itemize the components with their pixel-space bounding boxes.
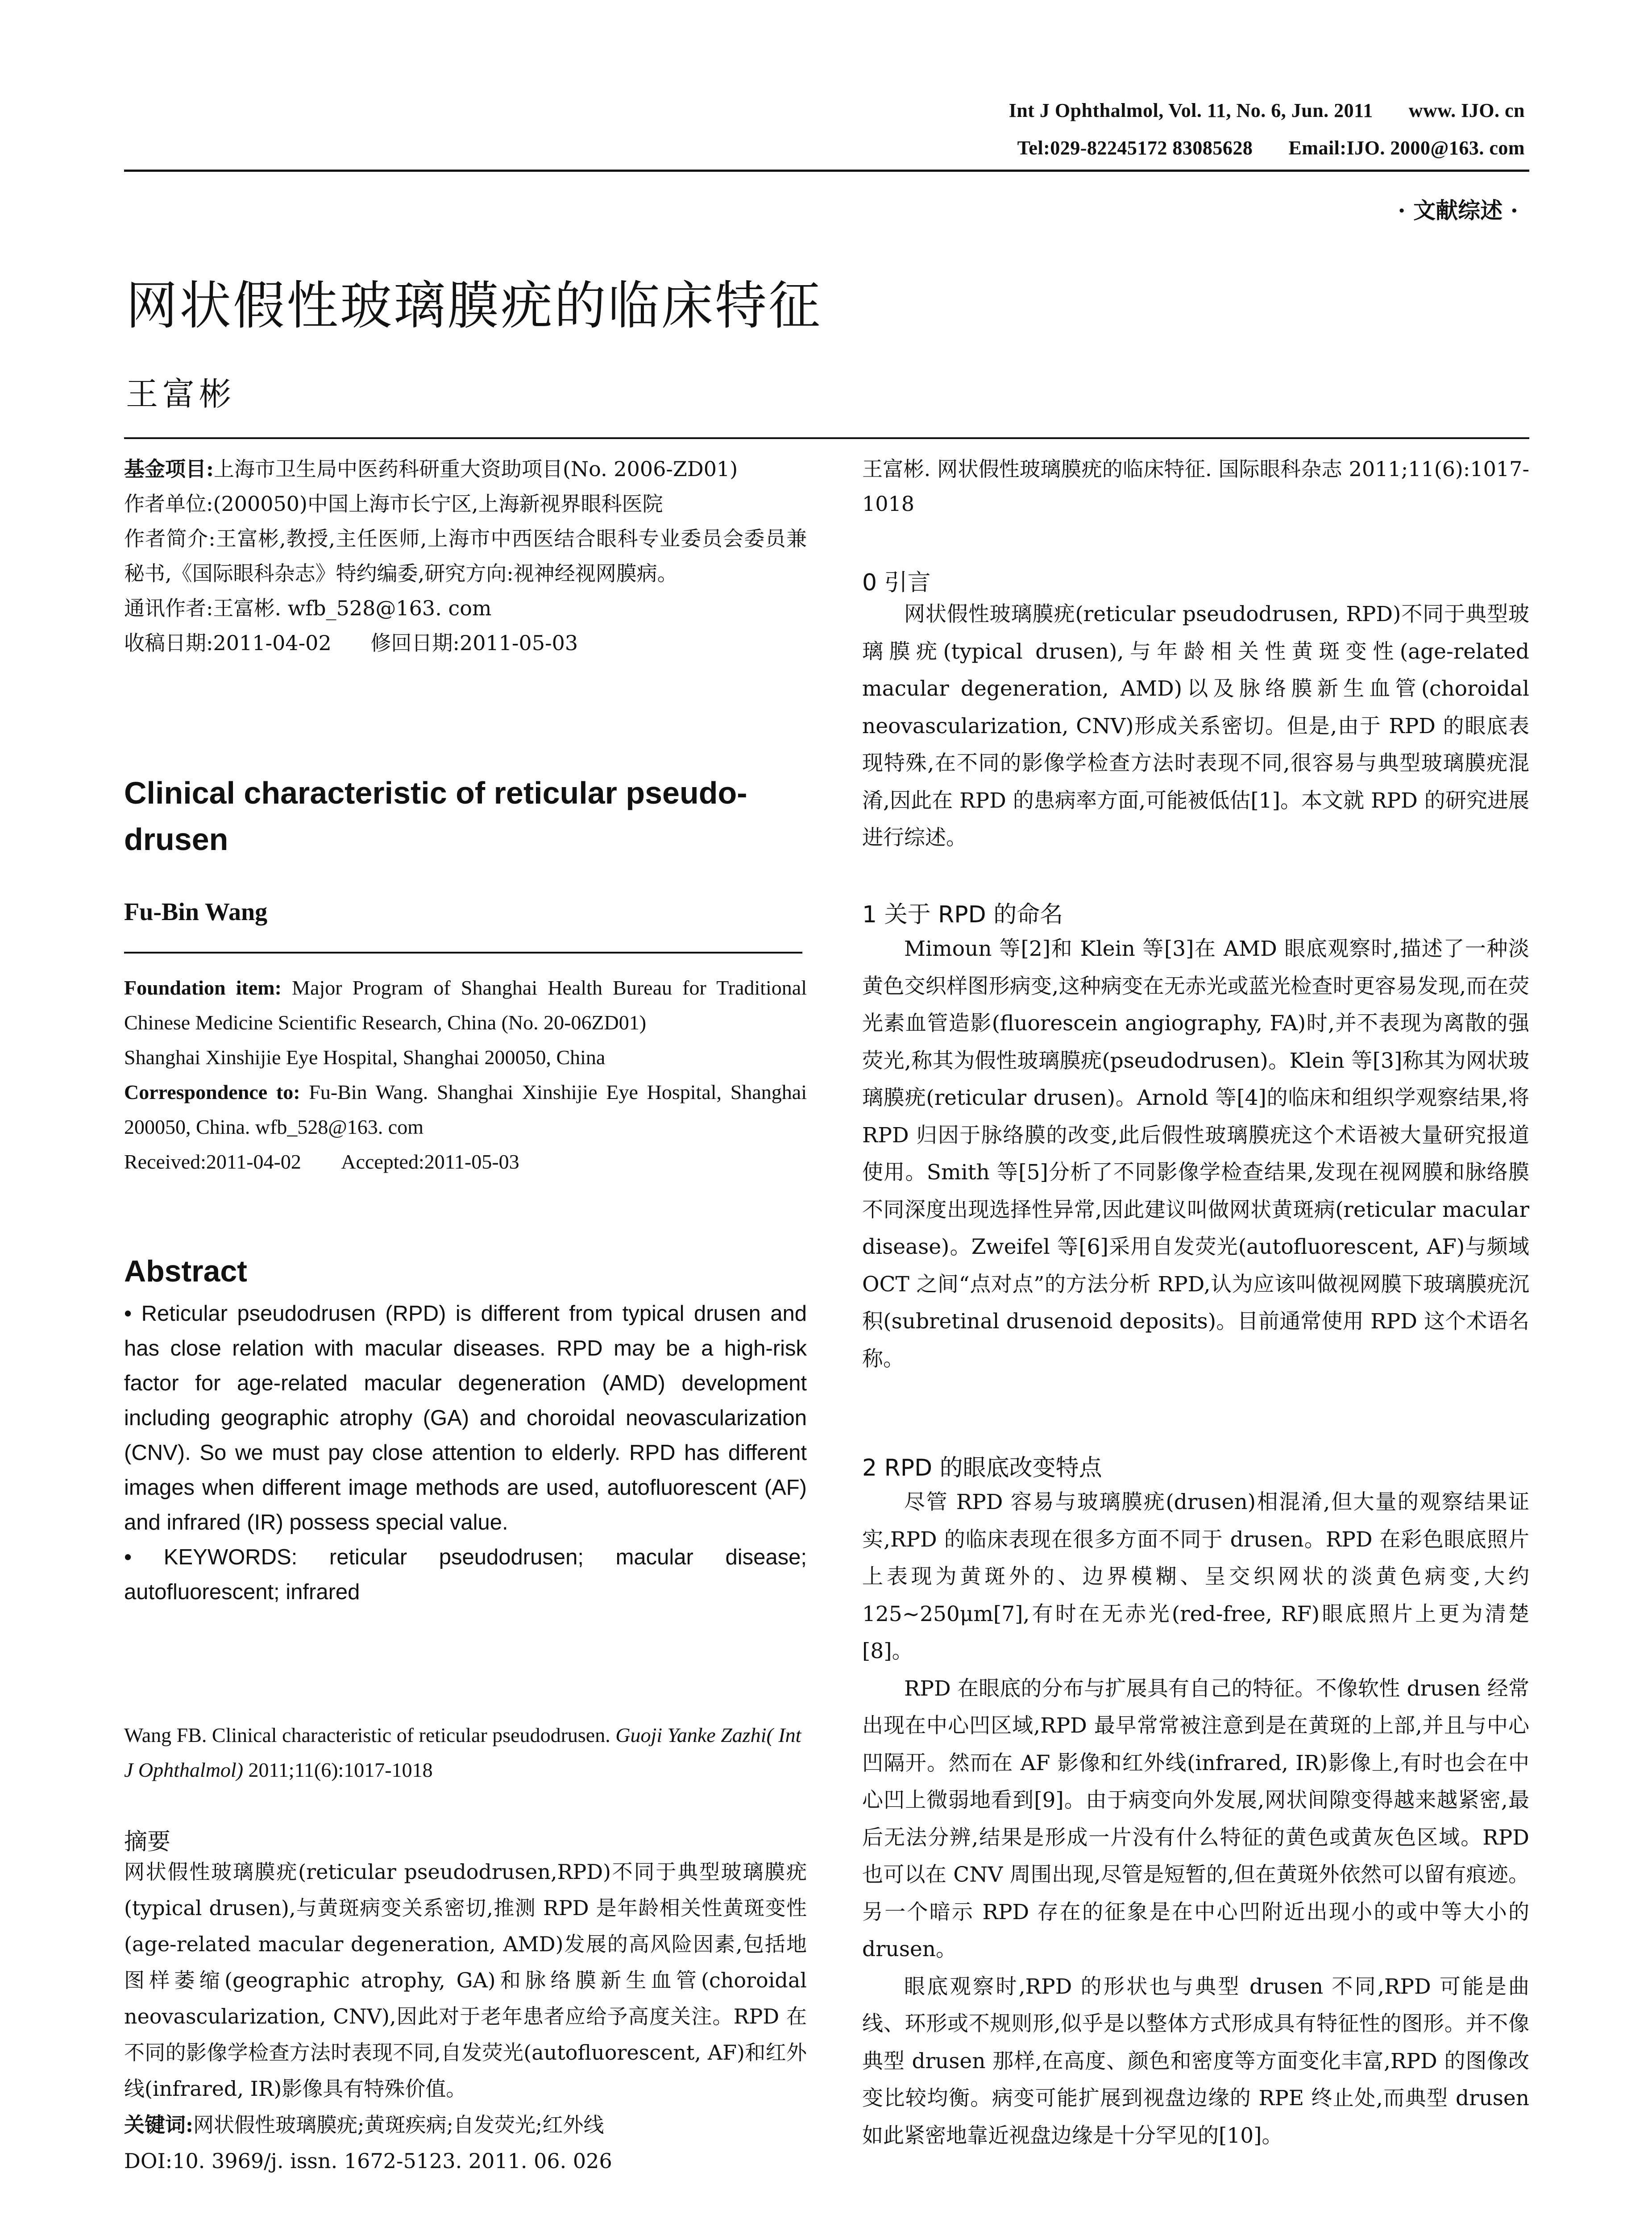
abstract-heading: Abstract [124,1254,247,1288]
info-correspondence: 通讯作者:王富彬. wfb_528@163. com [124,596,492,620]
zh-abstract-heading: 摘要 [124,1829,171,1855]
foundation-label: Foundation item: [124,976,282,999]
article-info-zh [124,452,807,660]
info-funding: 基金项目:上海市卫生局中医药科研重大资助项目(No. 2006-ZD01) [124,457,738,481]
zh-abstract [124,1854,807,2179]
author-name-en: Fu-Bin Wang [124,898,268,926]
foundation-block [124,970,807,1179]
journal-website[interactable]: www. IJO. cn [1408,100,1525,121]
citation-zh: 王富彬. 网状假性玻璃膜疣的临床特征. 国际眼科杂志 2011;11(6):1017-1018 [862,457,1529,516]
received-accepted: Received:2011-04-02 Accepted:2011-05-03 [124,1150,519,1173]
info-bio: 作者简介:王富彬,教授,主任医师,上海市中西医结合眼科专业委员会委员兼秘书,《国际眼科杂志》特约编委,研究方向:视神经视网膜病。 [124,527,807,585]
section-2-paragraph-1: 尽管 RPD 容易与玻璃膜疣(drusen)相混淆,但大量的观察结果证实,RPD 的临床表现在很多方面不同于 drusen。RPD 在彩色眼底照片上表现为黄斑外的、边界模糊、呈交织网状的淡黄色病变,大约 125~250μm[7],有时在无赤光(red-free, RF)眼底照片上更为清楚[8]。 [862,1490,1529,1663]
author-name-zh: 王富彬 [126,375,236,413]
foundation-item: Foundation item: Major Program of Shanghai Health Bureau for Traditional Chinese Medicine Scientific Research, China (No. 20-06ZD01) [124,976,807,1034]
abstract-body: • Reticular pseudodrusen (RPD) is different from typical drusen and has close relation with macular diseases. RPD may be a high-risk factor for age-related macular degeneration (AMD) development including geographic atrophy (GA) and choroidal neovascularization (CNV). So we must pay close attention to elderly. RPD has different images when different image methods are used, autofluorescent (AF) and infrared (IR) possess special value. [124,1302,807,1534]
zh-keywords: 关键词:网状假性玻璃膜疣;黄斑疾病;自发荧光;红外线 [124,2113,604,2137]
keywords-en: • KEYWORDS: reticular pseudodrusen; macular disease; autofluorescent; infrared [124,1545,807,1604]
section-2-paragraph-3: 眼底观察时,RPD 的形状也与典型 drusen 不同,RPD 可能是曲线、环形或不规则形,似乎是以整体方式形成具有特征性的图形。并不像典型 drusen 那样,在高度、颜色和密度等方面变化丰富,RPD 的图像改变比较均衡。病变可能扩展到视盘边缘的 RPE 终止处,而典型 drusen 如此紧密地靠近视盘边缘是十分罕见的[10]。 [862,1974,1529,2148]
header-rule [124,170,1529,172]
journal-volume-info: Int J Ophthalmol, Vol. 11, No. 6, Jun. 2011 [1009,100,1373,121]
citation-en-part2: 2011;11(6):1017-1018 [243,1758,433,1781]
citation-en-part1: Wang FB. Clinical characteristic of reticular pseudodrusen. [124,1724,616,1746]
abstract-en [124,1296,807,1609]
info-funding-label: 基金项目: [124,457,214,481]
section-0-paragraph-1: 网状假性玻璃膜疣(reticular pseudodrusen, RPD)不同于典型玻璃膜疣(typical drusen),与年龄相关性黄斑变性(age-related macular degeneration, AMD)以及脉络膜新生血管(choroidal neovascularization, CNV)形成关系密切。但是,由于 RPD 的眼底表现特殊,在不同的影像学检查方法时表现不同,很容易与典型玻璃膜疣混淆,因此在 RPD 的患病率方面,可能被低估[1]。本文就 RPD 的研究进展进行综述。 [862,602,1529,850]
zh-abstract-body: 网状假性玻璃膜疣(reticular pseudodrusen,RPD)不同于典型玻璃膜疣(typical drusen),与黄斑病变关系密切,推测 RPD 是年龄相关性黄斑变性(age-related macular degeneration, AMD)发展的高风险因素,包括地图样萎缩(geographic atrophy, GA)和脉络膜新生血管(choroidal neovascularization, CNV),因此对于老年患者应给予高度关注。RPD 在不同的影像学检查方法时表现不同,自发荧光(autofluorescent, AF)和红外线(infrared, IR)影像具有特殊价值。 [124,1860,807,2101]
section-0-body [862,596,1529,857]
article-title-zh: 网状假性玻璃膜疣的临床特征 [126,276,822,336]
journal-email[interactable]: Email:IJO. 2000@163. com [1288,137,1525,159]
section-1-heading: 1 关于 RPD 的命名 [862,901,1063,928]
section-2-heading: 2 RPD 的眼底改变特点 [862,1455,1102,1481]
author-rule [124,952,802,954]
title-rule [124,437,1529,439]
section-0-heading: 0 引言 [862,569,931,596]
section-2-body [862,1484,1529,2154]
info-affiliation: 作者单位:(200050)中国上海市长宁区,上海新视界眼科医院 [124,492,663,516]
column-tag: · 文献综述 · [1398,197,1518,224]
citation-en-journal: Guoji Yanke Zazhi( Int J Ophthalmol) [124,1724,801,1781]
journal-header-line1 [1009,99,1525,122]
hospital-affiliation: Shanghai Xinshijie Eye Hospital, Shanghai 200050, China [124,1046,606,1069]
journal-telephone: Tel:029-82245172 83085628 [1017,137,1253,159]
zh-keywords-label: 关键词: [124,2113,193,2137]
journal-header-line2 [1017,137,1525,159]
section-2-paragraph-2: RPD 在眼底的分布与扩展具有自己的特征。不像软性 drusen 经常出现在中心凹区域,RPD 最早常常被注意到是在黄斑的上部,并且与中心凹隔开。然而在 AF 影像和红外线(infrared, IR)影像上,有时也会在中心凹上微弱地看到[9]。由于病变向外发展,网状间隙变得越来越紧密,最后无法分辨,结果是形成一片没有什么特征的黄色或黄灰色区域。RPD 也可以在 CNV 周围出现,尽管是短暂的,但在黄斑外依然可以留有痕迹。另一个暗示 RPD 存在的征象是在中心凹附近出现小的或中等大小的 drusen。 [862,1676,1529,1961]
correspondence-label: Correspondence to: [124,1081,300,1103]
article-title-en: Clinical characteristic of reticular pseudo-drusen [124,775,747,857]
section-1-paragraph-1: Mimoun 等[2]和 Klein 等[3]在 AMD 眼底观察时,描述了一种淡黄色交织样图形病变,这种病变在无赤光或蓝光检查时更容易发现,而在荧光素血管造影(fluorescein angiography, FA)时,并不表现为离散的强荧光,称其为假性玻璃膜疣(pseudodrusen)。Klein 等[3]称其为网状玻璃膜疣(reticular drusen)。Arnold 等[4]的临床和组织学观察结果,将 RPD 归因于脉络膜的改变,此后假性玻璃膜疣这个术语被大量研究报道使用。Smith 等[5]分析了不同影像学检查结果,发现在视网膜和脉络膜不同深度出现选择性异常,因此建议叫做网状黄斑病(reticular macular disease)。Zweifel 等[6]采用自发荧光(autofluorescent, AF)与频域 OCT 之间“点对点”的方法分析 RPD,认为应该叫做视网膜下玻璃膜疣沉积(subretinal drusenoid deposits)。目前通常使用 RPD 这个术语名称。 [862,937,1529,1371]
citation-en [124,1718,807,1787]
doi: DOI:10. 3969/j. issn. 1672-5123. 2011. 06. 026 [124,2149,612,2173]
info-dates: 收稿日期:2011-04-02 修回日期:2011-05-03 [124,631,578,655]
correspondence-en: Correspondence to: Fu-Bin Wang. Shanghai Xinshijie Eye Hospital, Shanghai 200050, China. wfb_528@163. com [124,1081,807,1138]
section-1-body [862,930,1529,1377]
